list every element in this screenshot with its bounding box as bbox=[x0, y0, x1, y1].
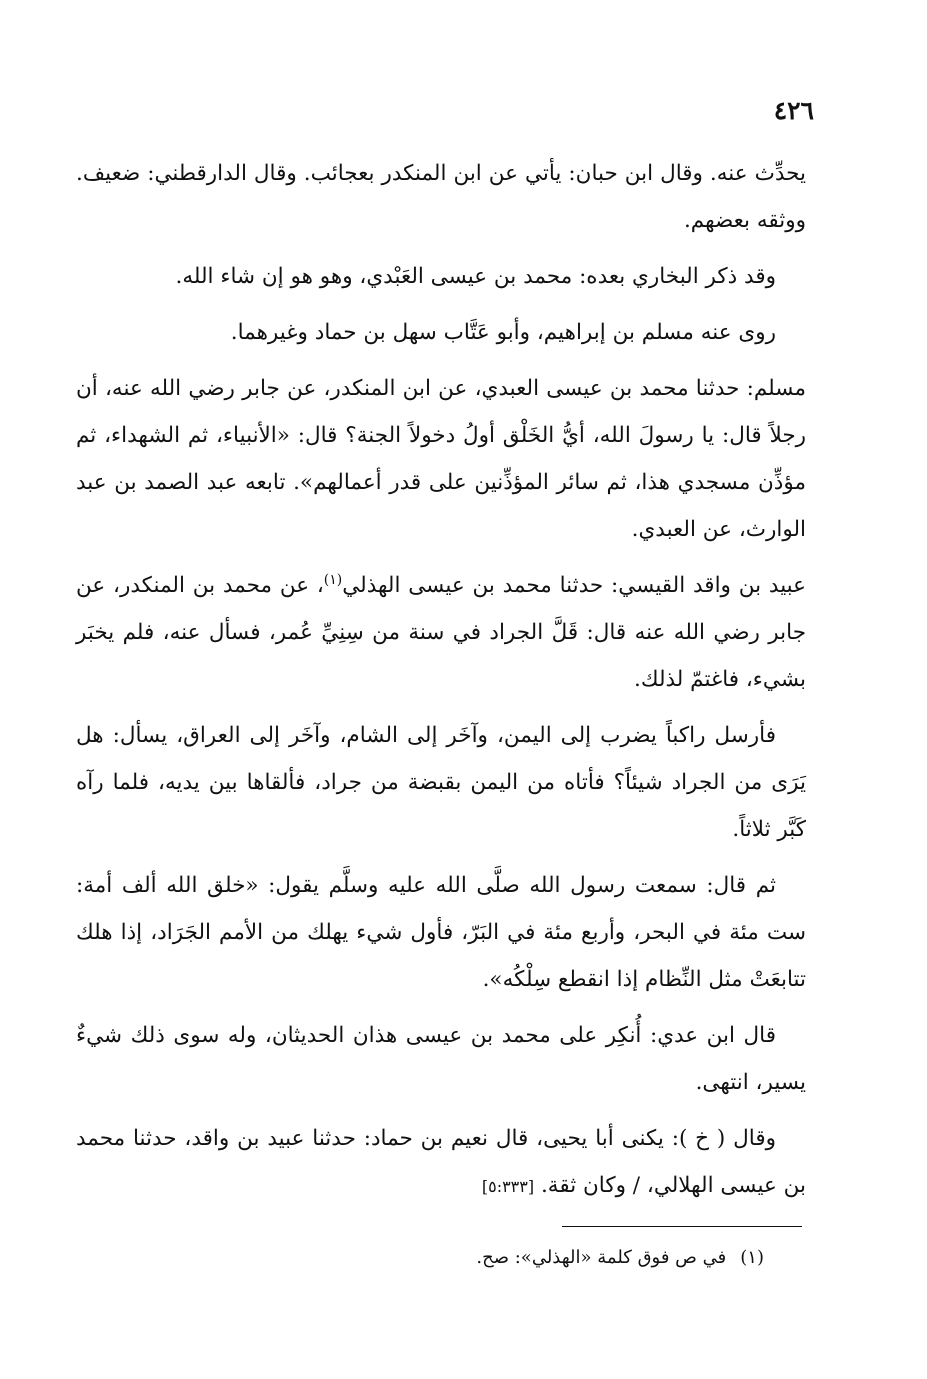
paragraph-5-before: عبيد بن واقد القيسي: حدثنا محمد بن عيسى الهذلي bbox=[342, 573, 806, 598]
paragraph-6: فأرسل راكباً يضرب إلى اليمن، وآخَر إلى الشام، وآخَر إلى العراق، يسأل: هل يَرَى من الجراد شيئاً؟ فأتاه من اليمن بقبضة من جراد، فألقاها بين يديه، فلما رآه كَبَّر ثلاثاً. bbox=[76, 723, 806, 842]
paragraph-4: مسلم: حدثنا محمد بن عيسى العبدي، عن ابن المنكدر، عن جابر رضي الله عنه، أن رجلاً قال: يا رسولَ الله، أيُّ الخَلْق أولُ دخولاً الجنة؟ قال: «الأنبياء، ثم الشهداء، ثم مؤذِّن مسجدي هذا، ثم سائر المؤذِّنين على قدر أعمالهم». تابعه عبد الصمد بن عبد الوارث، عن العبدي. bbox=[76, 376, 806, 542]
footnote-text: في ص فوق كلمة «الهذلي»: صح. bbox=[476, 1247, 727, 1268]
paragraph-1: يحدِّث عنه. وقال ابن حبان: يأتي عن ابن المنكدر بعجائب. وقال الدارقطني: ضعيف. ووثقه بعضهم. bbox=[76, 161, 806, 233]
paragraph-9-text: وقال ( خ ): يكنى أبا يحيى، قال نعيم بن حماد: حدثنا عبيد بن واقد، حدثنا محمد بن عيسى الهلالي، / وكان ثقة. bbox=[76, 1126, 806, 1198]
volume-page-reference: [٥:٣٣٣] bbox=[481, 1177, 535, 1196]
footnote bbox=[200, 1243, 764, 1273]
footnote-reference: (١) bbox=[323, 571, 343, 588]
paragraph-5-after: ، عن محمد بن المنكدر، عن جابر رضي الله عنه قال: قَلَّ الجراد في سنة من سِنِيِّ عُمر، فسأل عنه، فلم يخبَر بشيء، فاغتمّ لذلك. bbox=[76, 573, 806, 692]
paragraph-9 bbox=[76, 1115, 806, 1210]
paragraph-8: قال ابن عدي: أُنكِر على محمد بن عيسى هذان الحديثان، وله سوى ذلك شيءٌ يسير، انتهى. bbox=[76, 1023, 806, 1095]
page-number: ٤٢٦ bbox=[773, 96, 814, 125]
paragraph-2: وقد ذكر البخاري بعده: محمد بن عيسى العَبْدي، وهو هو إن شاء الله. bbox=[175, 264, 776, 289]
footnote-number: (١) bbox=[740, 1247, 764, 1268]
footnote-divider bbox=[562, 1226, 802, 1227]
paragraph-5 bbox=[76, 562, 806, 703]
main-text bbox=[76, 150, 806, 1219]
paragraph-3: روى عنه مسلم بن إبراهيم، وأبو عَتَّاب سهل بن حماد وغيرهما. bbox=[230, 320, 776, 345]
paragraph-7: ثم قال: سمعت رسول الله صلَّى الله عليه وسلَّم يقول: «خلق الله ألف أمة: ست مئة في البحر، وأربع مئة في البَرّ، فأول شيء يهلك من الأمم الجَرَاد، إذا هلك تتابعَتْ مثل النِّظام إذا انقطع سِلْكُه». bbox=[76, 873, 806, 992]
